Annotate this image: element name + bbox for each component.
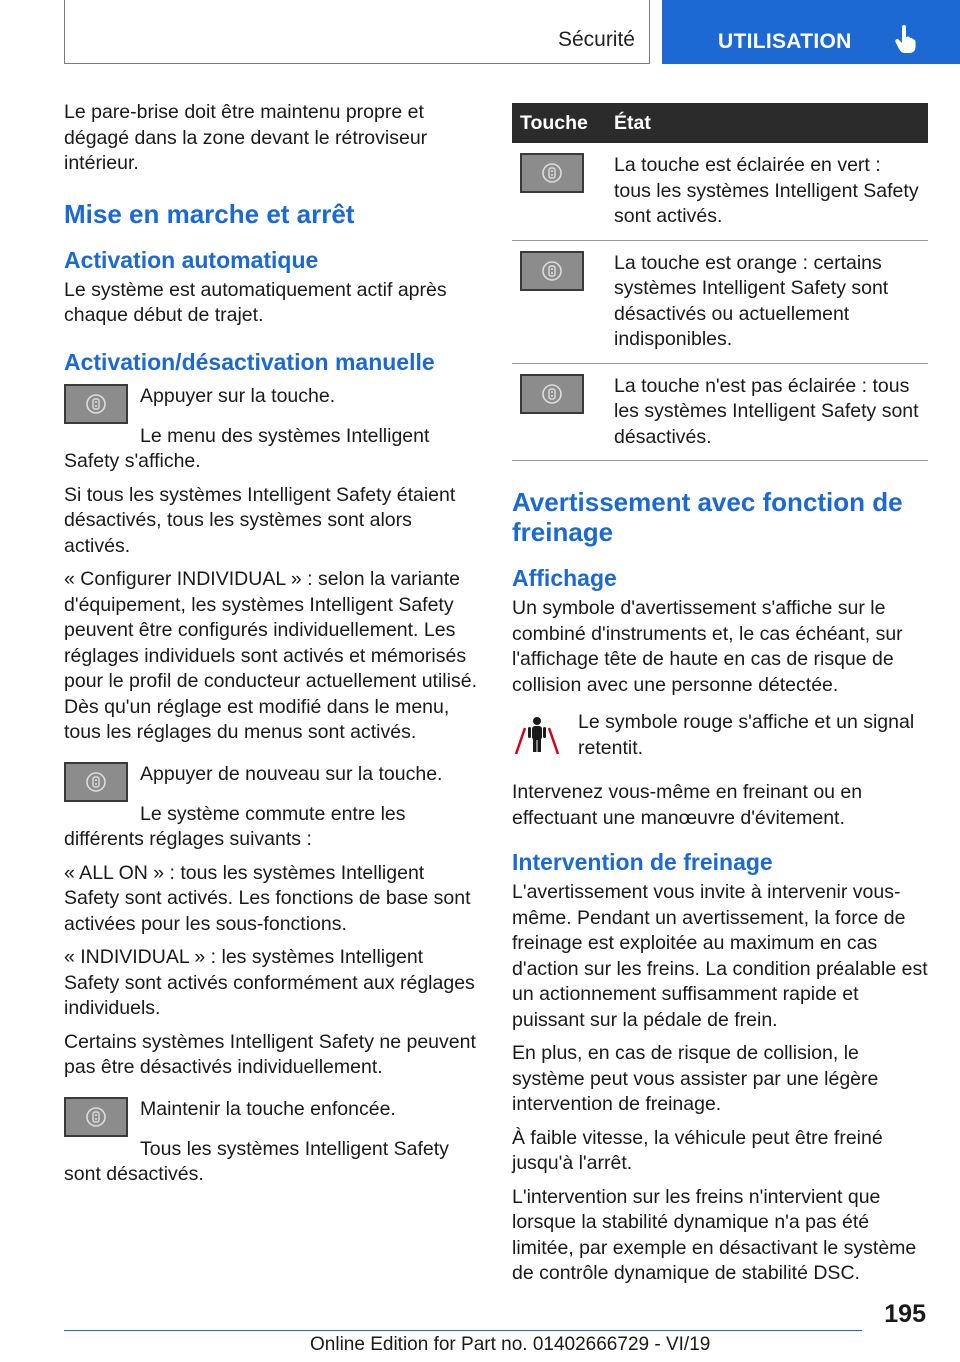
step2-line2: Le système commute entre les différents réglages suivants : xyxy=(64,802,406,850)
table-header-button: Touche xyxy=(512,103,606,143)
display-text: Un symbole d'avertissement s'affiche sur le combiné d'instruments et, le cas échéant, sur l'affichage tête de haute en cas de risque de collision avec une personne détectée. xyxy=(512,597,903,696)
braking-text-2: En plus, en cas de risque de collision, le système peut vous assister par une légère intervention de freinage. xyxy=(512,1042,879,1115)
safety-button-icon xyxy=(64,762,128,802)
step1-line1: Appuyer sur la touche. xyxy=(140,384,336,407)
right-column xyxy=(512,103,928,1295)
warning-symbol-row xyxy=(512,710,928,770)
table-row xyxy=(512,143,928,240)
warning-symbol-text: Le symbole rouge s'affiche et un signal retentit. xyxy=(578,711,915,759)
braking-text-4: L'intervention sur les freins n'intervient que lorsque la stabilité dynamique n'a pas été limitée, par exemple en désactivant le système de contrôle dynamique de stabilité DSC. xyxy=(512,1185,917,1284)
state-green: La touche est éclairée en vert : tous les systèmes Intelligent Safety sont activés. xyxy=(614,154,919,227)
footer-edition: Online Edition for Part no. 01402666729 - VI/19 xyxy=(310,1334,711,1355)
safety-button-icon xyxy=(64,1097,128,1137)
button-state-table xyxy=(512,103,928,461)
state-orange: La touche est orange : certains systèmes Intelligent Safety sont désactivés ou actuellement indisponibles. xyxy=(614,251,889,350)
react-text: Intervenez vous-même en freinant ou en effectuant une manœuvre d'évitement. xyxy=(512,781,863,829)
safety-button-icon xyxy=(520,153,584,193)
heading-display: Affichage xyxy=(512,565,617,591)
configure-individual-text: « Configurer INDIVIDUAL » : selon la variante d'équipement, les systèmes Intelligent Safety peuvent être configurés individuellement. Les réglages individuels sont activés et mémorisés pour le profil de conducteur actuellement utilisé. Dès qu'un réglage est modifié dans le menu, tous les réglages du menus sont activés. xyxy=(64,568,477,743)
footer-divider xyxy=(64,1330,862,1331)
pedestrian-warning-icon xyxy=(512,714,562,763)
table-row xyxy=(512,363,928,461)
step2-line1: Appuyer de nouveau sur la touche. xyxy=(140,762,443,785)
individual-text: « INDIVIDUAL » : les systèmes Intelligent Safety sont activés conformément aux réglages individuels. xyxy=(64,946,475,1019)
auto-activation-text: Le système est automatiquement actif après chaque début de trajet. xyxy=(64,278,447,326)
step-press-again xyxy=(64,762,480,802)
state-off: La touche n'est pas éclairée : tous les systèmes Intelligent Safety sont désactivés. xyxy=(614,374,919,448)
intro-paragraph: Le pare-brise doit être maintenu propre et dégagé dans la zone devant le rétroviseur intérieur. xyxy=(64,101,428,174)
safety-button-icon xyxy=(520,251,584,291)
step-hold-button xyxy=(64,1097,480,1137)
braking-text-1: L'avertissement vous invite à intervenir vous-même. Pendant un avertissement, la force de freinage est exploitée au maximum en cas d'action sur les freins. La condition préalable est un actionnement suffisamment rapide et puissant sur la pédale de frein. xyxy=(512,881,928,1031)
step3-line1: Maintenir la touche enfoncée. xyxy=(140,1097,396,1120)
all-deactivated-text: Si tous les systèmes Intelligent Safety étaient désactivés, tous les systèmes sont alors activés. xyxy=(64,483,456,557)
step-press-button xyxy=(64,384,480,424)
header-section-box xyxy=(64,0,650,64)
section-title: Sécurité xyxy=(557,28,635,51)
table-header-state: État xyxy=(606,103,928,143)
chapter-title: UTILISATION xyxy=(718,30,852,53)
heading-auto-activation: Activation automatique xyxy=(64,246,319,273)
left-column xyxy=(64,100,480,1196)
heading-manual-activation: Activation/désactivation manuelle xyxy=(64,348,435,375)
certain-systems-text: Certains systèmes Intelligent Safety ne peuvent pas être désactivés individuellement. xyxy=(64,1030,476,1078)
safety-button-icon xyxy=(520,374,584,414)
step1-line2: Le menu des systèmes Intelligent Safety s'affiche. xyxy=(64,424,430,472)
all-on-text: « ALL ON » : tous les systèmes Intelligent Safety sont activés. Les fonctions de base sont activées pour les sous-fonctions. xyxy=(64,861,471,935)
heading-start-stop: Mise en marche et arrêt xyxy=(64,198,355,229)
step3-line2: Tous les systèmes Intelligent Safety sont désactivés. xyxy=(64,1137,449,1185)
page-number: 195 xyxy=(884,1300,926,1328)
safety-button-icon xyxy=(64,384,128,424)
braking-text-3: À faible vitesse, la véhicule peut être freiné jusqu'à l'arrêt. xyxy=(512,1126,883,1174)
heading-braking-warning: Avertissement avec fonction de freinage xyxy=(512,487,903,547)
pointing-hand-icon xyxy=(895,25,917,58)
heading-braking-intervention: Intervention de freinage xyxy=(512,849,773,875)
chapter-tab[interactable] xyxy=(662,0,960,64)
table-row xyxy=(512,240,928,363)
